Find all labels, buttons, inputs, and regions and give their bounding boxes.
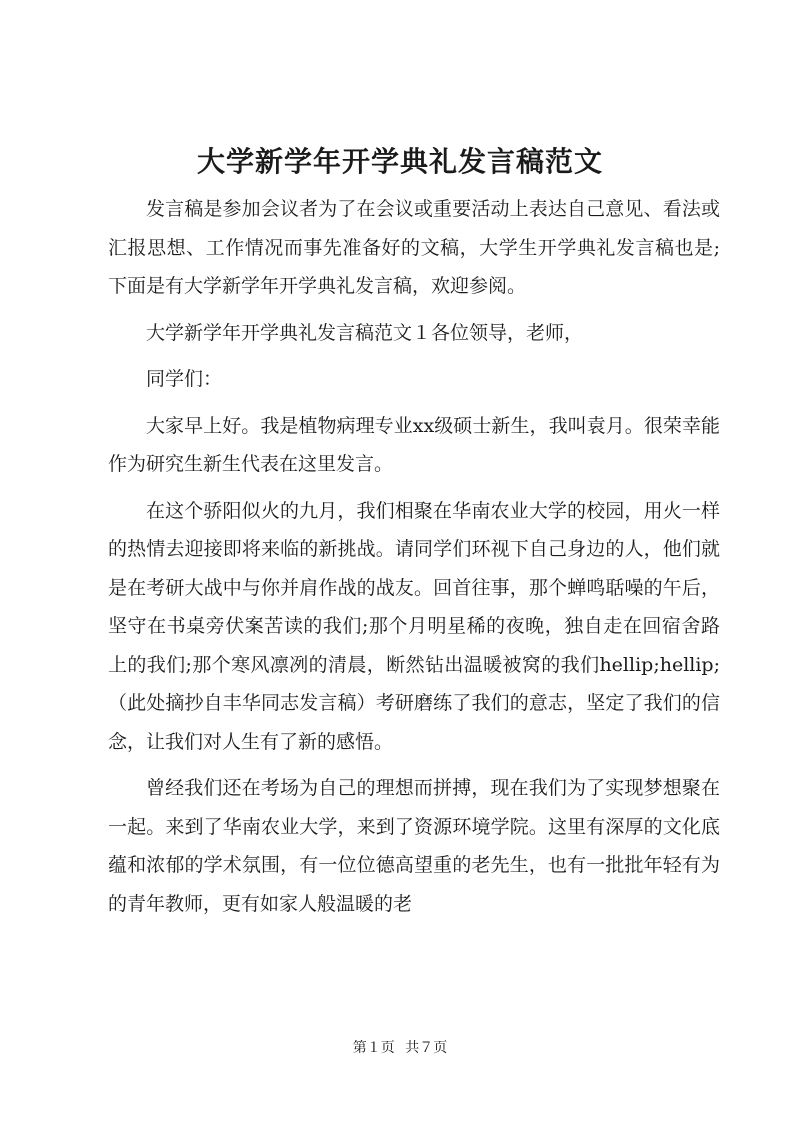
page-footer — [0, 1038, 800, 1058]
paragraph-heading: 大学新学年开学典礼发言稿范文１各位领导，老师， — [146, 321, 584, 344]
paragraph-greeting: 同学们： — [146, 368, 223, 390]
paragraph-dream: 曾经我们还在考场为自己的理想而拼搏，现在我们为了实现梦想聚在一起。来到了华南农业大学，来到了资源环境学院。这里有深厚的文化底蕴和浓郁的学术氛围，有一位位德高望重的老先生，也有一批批年轻有为的青年教师，更有如家人般温暖的老 — [108, 777, 720, 915]
paragraph-self-intro: 大家早上好。我是植物病理专业xx级硕士新生，我叫袁月。很荣幸能作为研究生新生代表在这里发言。 — [108, 414, 720, 475]
paragraph-gathering: 在这个骄阳似火的九月，我们相聚在华南农业大学的校园，用火一样的热情去迎接即将来临的新挑战。请同学们环视下自己身边的人，他们就是在考研大战中与你并肩作战的战友。回首往事，那个蝉鸣聒噪的午后，坚守在书桌旁伏案苦读的我们;那个月明星稀的夜晚，独自走在回宿舍路上的我们;那个寒风凛冽的清晨，断然钻出温暖被窝的我们hellip;hellip;（此处摘抄自丰华同志发言稿）考研磨练了我们的意志，坚定了我们的信念，让我们对人生有了新的感悟。 — [108, 499, 720, 753]
document-title: 大学新学年开学典礼发言稿范文 — [196, 145, 603, 178]
paragraph-intro: 发言稿是参加会议者为了在会议或重要活动上表达自己意见、看法或汇报思想、工作情况而事先准备好的文稿，大学生开学典礼发言稿也是;下面是有大学新学年开学典礼发言稿，欢迎参阅。 — [108, 198, 720, 297]
page-total: 共７页 — [405, 1040, 448, 1056]
document-body — [108, 190, 720, 931]
page-number: 第１页 — [352, 1040, 395, 1056]
